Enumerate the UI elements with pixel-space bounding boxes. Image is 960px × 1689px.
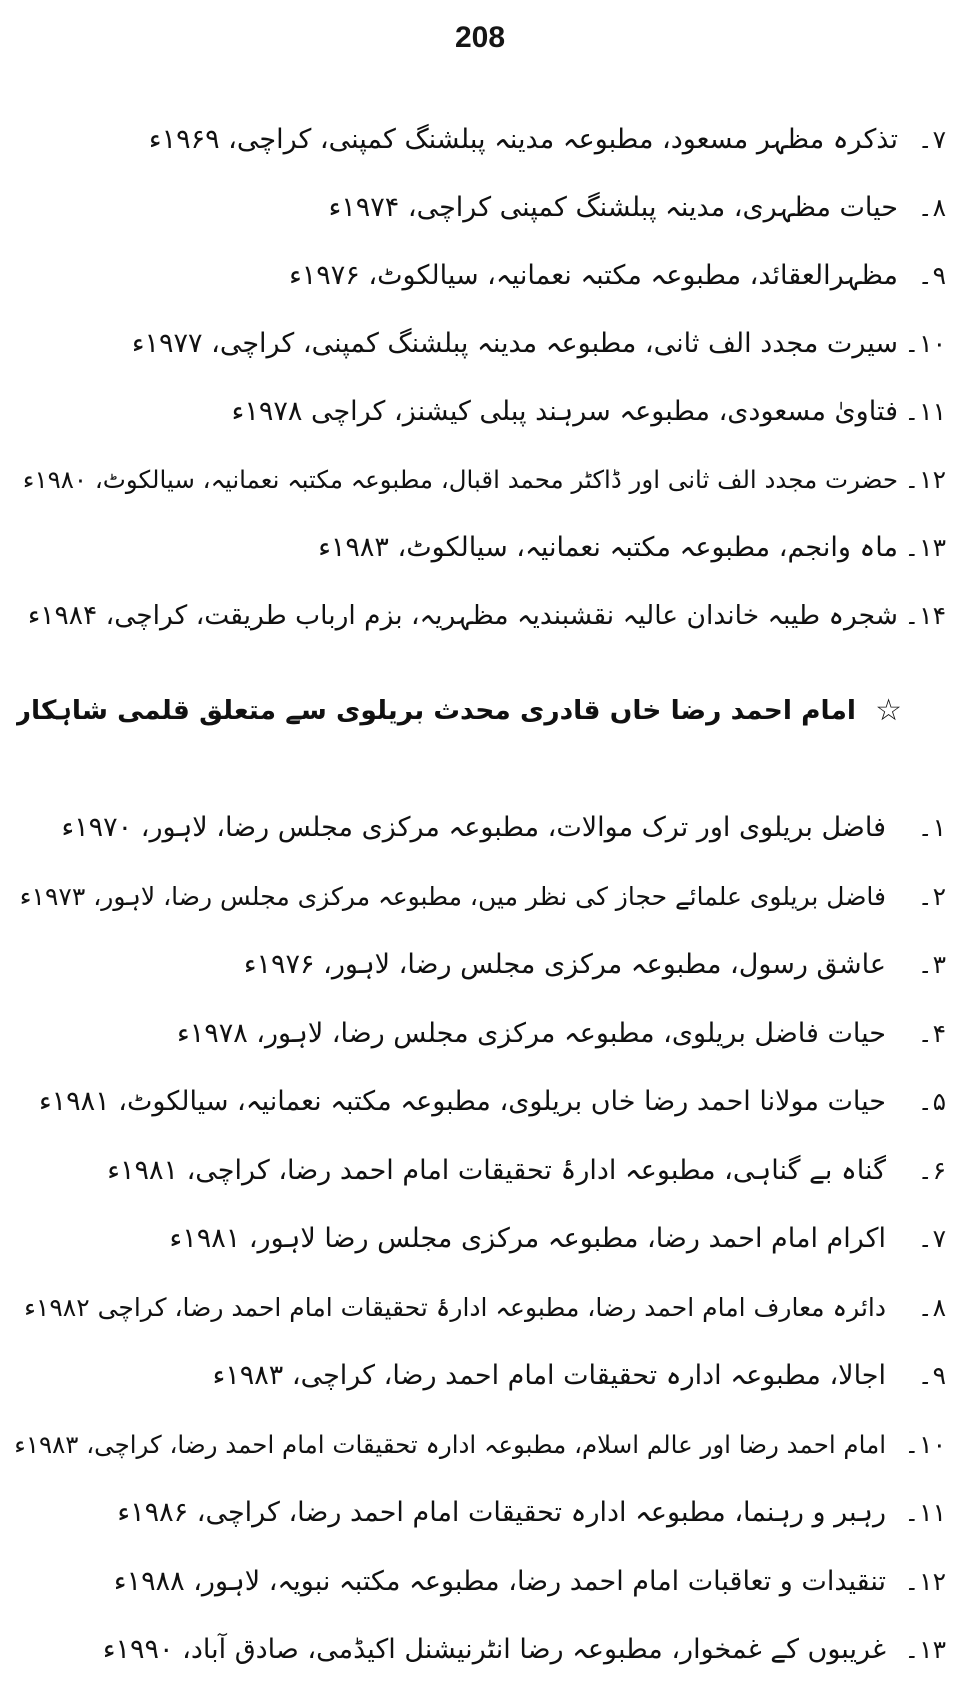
page-number: 208 — [454, 21, 506, 54]
list-item-number: ۸۔ — [917, 1292, 946, 1322]
list-item-number: ۱۔ — [917, 813, 946, 842]
list-item — [0, 514, 960, 582]
list-item-number: ۱۰۔ — [904, 329, 946, 358]
list-item — [0, 1411, 960, 1480]
list-item-number: ۱۳۔ — [904, 1635, 946, 1664]
list-item-number: ۱۱۔ — [904, 397, 946, 426]
list-item-text: شجرہ طیبہ خاندان عالیہ نقشبندیہ مظہریہ، بزم ارباب طریقت، کراچی، ۱۹۸۴ء — [27, 600, 898, 631]
list-item-text: تذکرہ مظہر مسعود، مطبوعہ مدینہ پبلشنگ کمپنی، کراچی، ۱۹۶۹ء — [148, 124, 898, 155]
list-item-number: ۲۔ — [917, 881, 946, 911]
list-item — [0, 106, 960, 174]
list-item-text: ماہ وانجم، مطبوعہ مکتبہ نعمانیہ، سیالکوٹ، ۱۹۸۳ء — [318, 532, 898, 563]
list-item-number: ۶۔ — [917, 1155, 946, 1185]
list-item — [0, 1616, 960, 1685]
list-item — [0, 582, 960, 650]
list-item-text: غریبوں کے غمخوار، مطبوعہ رضا انٹرنیشنل اکیڈمی، صادق آباد، ۱۹۹۰ء — [102, 1634, 886, 1665]
list-item — [0, 931, 960, 1000]
section-heading — [0, 680, 960, 742]
list-item — [0, 1068, 960, 1137]
list-item-text: حیات مظہری، مدینہ پبلشنگ کمپنی کراچی، ۱۹۷۴ء — [328, 192, 898, 223]
list-item — [0, 1548, 960, 1617]
list-item-text: حیات مولانا احمد رضا خاں بریلوی، مطبوعہ مکتبہ نعمانیہ، سیالکوٹ، ۱۹۸۱ء — [38, 1086, 886, 1117]
list-item-number: ۸۔ — [917, 193, 946, 222]
list-item — [0, 1000, 960, 1069]
list-item-text: رہبر و رہنما، مطبوعہ ادارہ تحقیقات امام احمد رضا، کراچی، ۱۹۸۶ء — [117, 1497, 886, 1528]
list-item-number: ۱۴۔ — [904, 601, 946, 630]
list-item — [0, 310, 960, 378]
list-item — [0, 242, 960, 310]
list-item-number: ۷۔ — [917, 1224, 946, 1253]
list-item — [0, 1137, 960, 1206]
list-item-number: ۳۔ — [917, 950, 946, 979]
list-item-number: ۹۔ — [917, 261, 946, 290]
list-item-text: امام احمد رضا اور عالم اسلام، مطبوعہ ادارہ تحقیقات امام احمد رضا، کراچی، ۱۹۸۳ء — [14, 1429, 886, 1459]
list-item — [0, 446, 960, 514]
list-item-number: ۷۔ — [917, 125, 946, 154]
list-item — [0, 863, 960, 932]
list-item — [0, 1342, 960, 1411]
list-item — [0, 174, 960, 242]
list-item-text: اکرام امام احمد رضا، مطبوعہ مرکزی مجلس رضا لاہور، ۱۹۸۱ء — [169, 1223, 886, 1254]
list-item-text: سیرت مجدد الف ثانی، مطبوعہ مدینہ پبلشنگ کمپنی، کراچی، ۱۹۷۷ء — [131, 328, 898, 359]
list-item — [0, 378, 960, 446]
list-item — [0, 1479, 960, 1548]
works-list-masud — [0, 106, 960, 650]
list-item-number: ۵۔ — [917, 1087, 946, 1116]
list-item-text: عاشق رسول، مطبوعہ مرکزی مجلس رضا، لاہور، ۱۹۷۶ء — [243, 949, 886, 980]
list-item-text: فتاویٰ مسعودی، مطبوعہ سرہند پبلی کیشنز، کراچی ۱۹۷۸ء — [231, 396, 898, 427]
list-item-text: تنقیدات و تعاقبات امام احمد رضا، مطبوعہ مکتبہ نبویہ، لاہور، ۱۹۸۸ء — [113, 1565, 886, 1597]
section-heading-text: امام احمد رضا خاں قادری محدث بریلوی سے متعلق قلمی شاہکار — [16, 695, 856, 726]
works-list-imam-ahmad-raza — [0, 794, 960, 1685]
list-item-text: حضرت مجدد الف ثانی اور ڈاکٹر محمد اقبال، مطبوعہ مکتبہ نعمانیہ، سیالکوٹ، ۱۹۸۰ء — [22, 465, 898, 494]
list-item-number: ۱۲۔ — [904, 465, 946, 494]
list-item-number: ۹۔ — [917, 1361, 946, 1390]
list-item-number: ۱۰۔ — [904, 1429, 946, 1459]
list-item-number: ۱۱۔ — [904, 1498, 946, 1527]
list-item-number: ۴۔ — [917, 1018, 946, 1048]
list-item-text: دائرہ معارف امام احمد رضا، مطبوعہ ادارۂ تحقیقات امام احمد رضا، کراچی ۱۹۸۲ء — [24, 1292, 886, 1322]
list-item — [0, 1205, 960, 1274]
list-item-number: ۱۲۔ — [904, 1566, 946, 1596]
list-item-text: فاضل بریلوی اور ترک موالات، مطبوعہ مرکزی مجلس رضا، لاہور، ۱۹۷۰ء — [61, 812, 886, 843]
list-item-text: اجالا، مطبوعہ ادارہ تحقیقات امام احمد رضا، کراچی، ۱۹۸۳ء — [212, 1360, 886, 1391]
list-item-text: گناہ بے گناہی، مطبوعہ ادارۂ تحقیقات امام احمد رضا، کراچی، ۱۹۸۱ء — [107, 1154, 886, 1186]
list-item-number: ۱۳۔ — [904, 533, 946, 562]
list-item-text: حیات فاضل بریلوی، مطبوعہ مرکزی مجلس رضا، لاہور، ۱۹۷۸ء — [177, 1017, 886, 1049]
star-icon: ☆ — [875, 693, 902, 728]
list-item-text: مظہرالعقائد، مطبوعہ مکتبہ نعمانیہ، سیالکوٹ، ۱۹۷۶ء — [289, 260, 898, 291]
list-item — [0, 794, 960, 863]
list-item — [0, 1274, 960, 1343]
list-item-text: فاضل بریلوی علمائے حجاز کی نظر میں، مطبوعہ مرکزی مجلس رضا، لاہور، ۱۹۷۳ء — [19, 881, 886, 911]
